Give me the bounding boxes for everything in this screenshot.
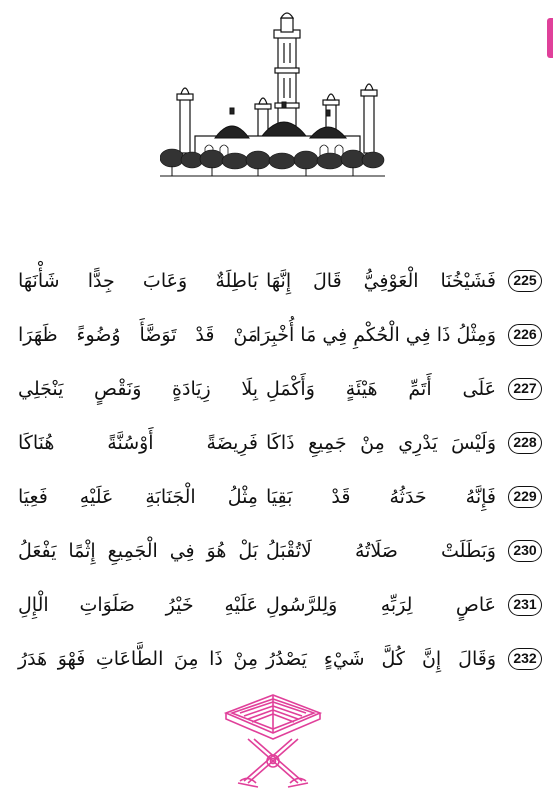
quran-on-stand-icon [218,683,328,791]
verse-number-badge: 228 [508,432,542,454]
verse-second-hemistich: عَلَيْهِ خَيْرُ صَلَوَاتِ الْإِلِ [18,594,258,616]
verse-row [18,266,548,320]
verse-row [18,374,548,428]
verse-number-badge: 227 [508,378,542,400]
verse-second-hemistich: مِنْ ذَا مِنَ الطَّاعَاتِ فَهْوَ هَدَرُ [18,648,258,670]
verse-second-hemistich: فَرِيضَةً أَوْسُنَّةً هُنَاكَا [18,432,258,454]
verse-first-hemistich: وَلَيْسَ يَدْرِي مِنْ جَمِيعِ ذَاكَا [266,432,496,454]
verse-number-badge: 230 [508,540,542,562]
verse-number-badge: 225 [508,270,542,292]
verse-first-hemistich: فَشَيْخُنَا الْعَوْفِيُّ قَالَ إِنَّهَا [266,270,496,292]
verse-second-hemistich: بَلْ هُوَ فِي الْجَمِيعِ إِثْمًا يَفْعَلُ [18,540,258,562]
verse-row [18,590,548,644]
verse-first-hemistich: وَقَالَ إِنَّ كُلَّ شَيْءٍ يَصْدُرُ [266,648,496,670]
verse-row [18,428,548,482]
verse-first-hemistich: عَاصٍ لِرَبِّهِ وَلِلرَّسُولِ [266,594,496,616]
verse-second-hemistich: بَاطِلَةٌ وَعَابَ جِدًّا شَأْنَهَا [18,270,258,292]
verse-first-hemistich: فَإِنَّهُ حَدَثُهُ قَدْ بَقِيَا [266,486,496,508]
mosque-illustration-icon [160,8,385,188]
verse-first-hemistich: وَمِثْلُ ذَا فِي الْحُكْمِ فِي مَا أُخْبِرَا [255,324,496,346]
verse-number-badge: 232 [508,648,542,670]
verse-list [18,266,548,698]
verse-second-hemistich: بِلَا زِيَادَةٍ وَنَقْصٍ يَنْجَلِي [18,378,258,400]
verse-second-hemistich: مِثْلُ الْجَنَابَةِ عَلَيْهِ فَعِيَا [18,486,258,508]
verse-first-hemistich: وَبَطَلَتْ صَلَاتُهُ لَاتُقْبَلُ [266,540,496,562]
verse-number-badge: 231 [508,594,542,616]
verse-first-hemistich: عَلَى أَتَمِّ هَيْئَةٍ وَأَكْمَلِ [266,378,496,400]
verse-number-badge: 229 [508,486,542,508]
verse-row [18,536,548,590]
verse-row [18,320,548,374]
verse-second-hemistich: مَنْ قَدْ تَوَضَّأَ وُضُوءً ظَهَرَا [18,324,258,346]
verse-row [18,482,548,536]
verse-number-badge: 226 [508,324,542,346]
page-edge-tab [547,18,553,58]
